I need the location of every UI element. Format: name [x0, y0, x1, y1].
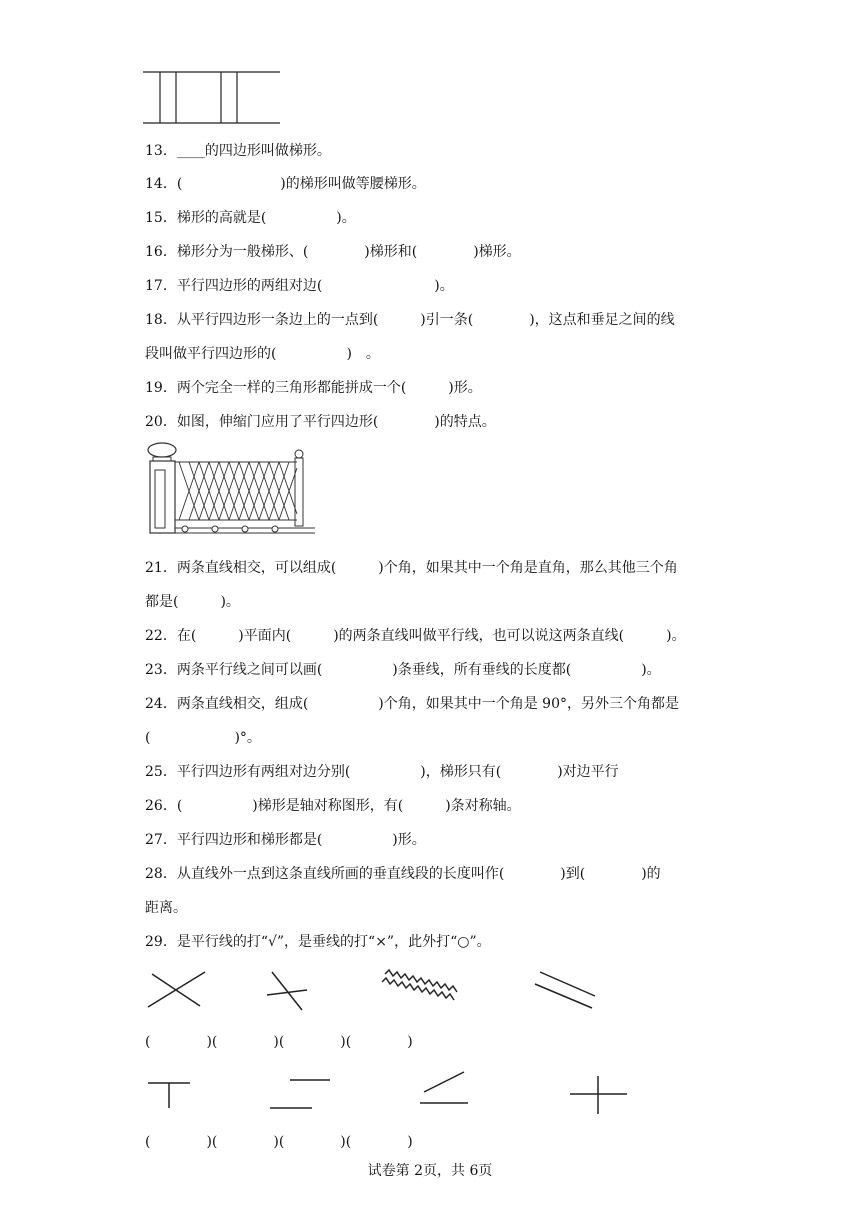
page-footer: 试卷第 2页，共 6页	[367, 1163, 493, 1179]
line-figure-row-1	[140, 962, 610, 1022]
question-15: 15．梯形的高就是( )。	[145, 210, 356, 226]
question-18-line2: 段叫做平行四边形的( ) 。	[145, 346, 380, 362]
question-28-line1: 28．从直线外一点到这条直线所画的垂直线段的长度叫作( )到( )的	[145, 866, 661, 882]
parallel-lines-figure	[143, 68, 283, 128]
question-25: 25．平行四边形有两组对边分别( )，梯形只有( )对边平行	[145, 764, 619, 780]
question-27: 27．平行四边形和梯形都是( )形。	[145, 832, 426, 848]
question-19: 19．两个完全一样的三角形都能拼成一个( )形。	[145, 380, 482, 396]
question-16: 16．梯形分为一般梯形、( )梯形和( )梯形。	[145, 244, 521, 260]
question-17: 17．平行四边形的两组对边( )。	[145, 278, 454, 294]
question-21-line2: 都是( )。	[145, 594, 240, 610]
question-14: 14．( )的梯形叫做等腰梯形。	[145, 176, 426, 192]
line-figure-row-2	[140, 1068, 630, 1118]
question-28-line2: 距离。	[145, 900, 187, 916]
question-21-line1: 21．两条直线相交，可以组成( )个角，如果其中一个角是直角，那么其他三个角	[145, 560, 678, 576]
question-26: 26．( )梯形是轴对称图形，有( )条对称轴。	[145, 798, 521, 814]
question-13: 13．____的四边形叫做梯形。	[145, 143, 331, 159]
telescopic-gate-figure	[145, 440, 320, 540]
question-23: 23．两条平行线之间可以画( )条垂线，所有垂线的长度都( )。	[145, 662, 661, 678]
question-18-line1: 18．从平行四边形一条边上的一点到( )引一条( )，这点和垂足之间的线	[145, 312, 675, 328]
question-24-line2: ( )°。	[145, 730, 261, 746]
answer-row-2: ( )( )( )( )	[145, 1134, 413, 1150]
question-22: 22．在( )平面内( )的两条直线叫做平行线，也可以说这两条直线( )。	[145, 628, 686, 644]
answer-row-1: ( )( )( )( )	[145, 1034, 413, 1050]
question-24-line1: 24．两条直线相交，组成( )个角，如果其中一个角是 90°，另外三个角都是	[145, 696, 680, 712]
question-29: 29．是平行线的打“√”，是垂线的打“×”，此外打“○”。	[145, 934, 491, 950]
question-20: 20．如图，伸缩门应用了平行四边形( )的特点。	[145, 414, 496, 430]
